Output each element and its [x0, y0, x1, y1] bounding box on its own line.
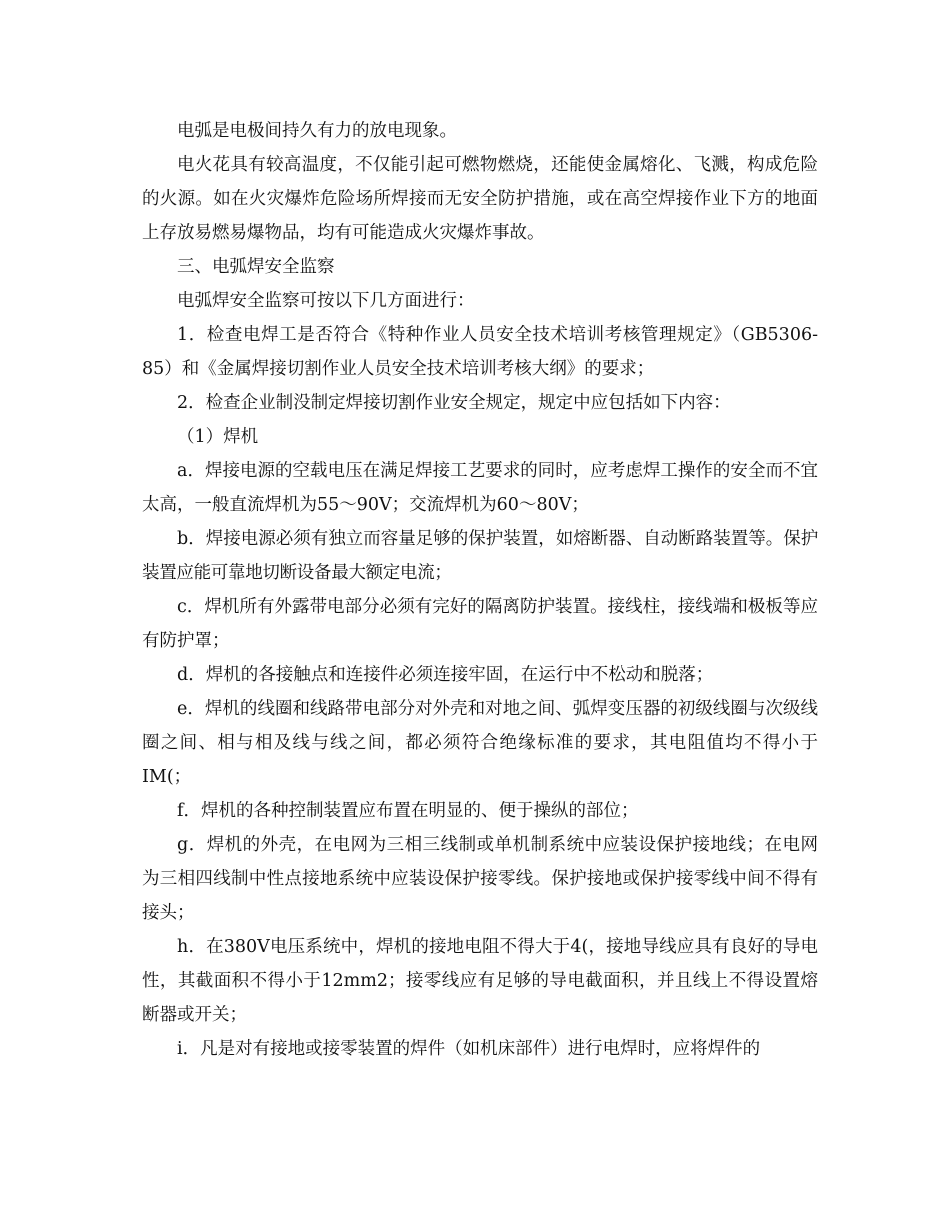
list-item-f: f．焊机的各种控制装置应布置在明显的、便于操纵的部位；: [177, 801, 639, 821]
list-item-d: d．焊机的各接触点和连接件必须连接牢固，在运行中不松动和脱落；: [177, 665, 714, 685]
list-item-b: b．焊接电源必须有独立而容量足够的保护装置，如熔断器、自动断路装置等。保护装置应能可靠地切断设备最大额定电流；: [142, 529, 818, 583]
list-item-a: a．焊接电源的空载电压在满足焊接工艺要求的同时，应考虑焊工操作的安全而不宜太高，一般直流焊机为55～90V；交流焊机为60～80V；: [142, 461, 818, 515]
list-item-g: g．焊机的外壳，在电网为三相三线制或单机制系统中应装设保护接地线；在电网为三相四线制中性点接地系统中应装设保护接零线。保护接地或保护接零线中间不得有接头；: [142, 835, 818, 923]
document-body: [142, 114, 818, 1066]
list-item-e: e．焊机的线圈和线路带电部分对外壳和对地之间、弧焊变压器的初级线圈与次级线圈之间、相与相及线与线之间，都必须符合绝缘标准的要求，其电阻值均不得小于IM(；: [142, 699, 818, 787]
paragraph-inspection-intro: 电弧焊安全监察可按以下几方面进行：: [177, 291, 475, 311]
paragraph-arc-definition: 电弧是电极间持久有力的放电现象。: [177, 121, 457, 141]
list-item-c: c．焊机所有外露带电部分必须有完好的隔离防护装置。接线柱，接线端和极板等应有防护罩；: [142, 597, 818, 651]
list-item-h: h．在380V电压系统中，焊机的接地电阻不得大于4(，接地导线应具有良好的导电性，其截面积不得小于12mm2；接零线应有足够的导电截面积，并且线上不得设置熔断器或开关；: [142, 937, 818, 1025]
list-item-2: 2．检查企业制没制定焊接切割作业安全规定，规定中应包括如下内容：: [177, 393, 731, 413]
list-item-i: i．凡是对有接地或接零装置的焊件（如机床部件）进行电焊时，应将焊件的: [177, 1039, 761, 1059]
list-item-1: 1．检查电焊工是否符合《特种作业人员安全技术培训考核管理规定》（GB5306-85）和《金属焊接切割作业人员安全技术培训考核大纲》的要求；: [142, 325, 818, 379]
section-heading-arc-welding-inspection: 三、电弧焊安全监察: [177, 257, 335, 277]
subheading-welder: （1）焊机: [177, 427, 259, 447]
paragraph-spark-hazard: 电火花具有较高温度，不仅能引起可燃物燃烧，还能使金属熔化、飞溅，构成危险的火源。如在火灾爆炸危险场所焊接而无安全防护措施，或在高空焊接作业下方的地面上存放易燃易爆物品，均有可能造成火灾爆炸事故。: [142, 155, 818, 243]
